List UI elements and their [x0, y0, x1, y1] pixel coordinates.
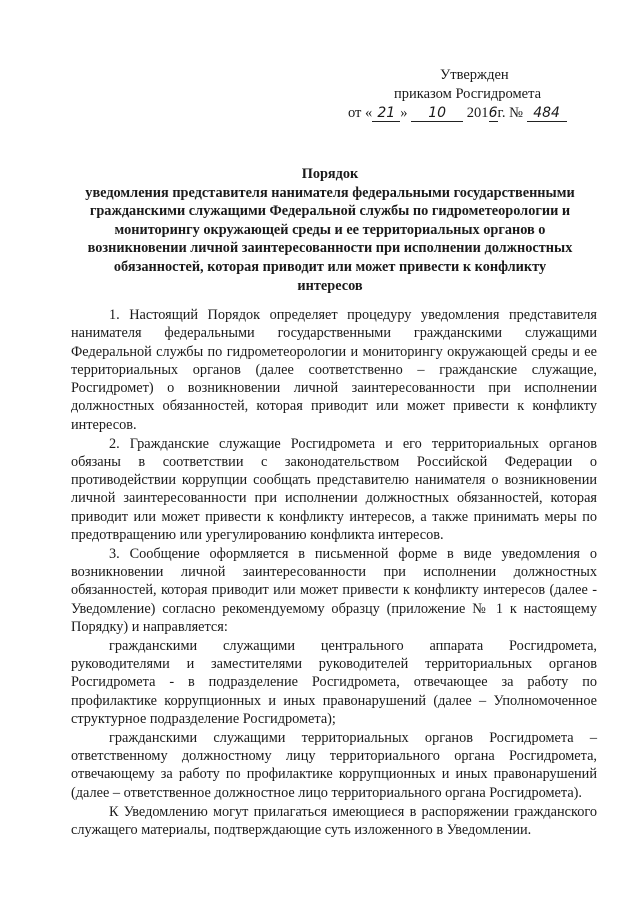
approval-date-prefix: от «: [348, 105, 373, 121]
approval-date-mid: »: [400, 105, 408, 121]
approval-after-year: г. №: [497, 105, 523, 121]
paragraph-attachments: К Уведомлению могут прилагаться имеющиеся в распоряжении гражданского служащего материалы, подтверждающие суть изложенного в Уведомлении.: [71, 803, 597, 838]
approval-approved-label: Утвержден: [440, 67, 509, 83]
document-body: [71, 306, 597, 839]
approval-year-last-digit: 6: [488, 105, 498, 121]
title-line: гражданскими служащими Федеральной службы по гидрометеорологии и: [89, 203, 571, 220]
title-line: интересов: [297, 277, 363, 294]
paragraph-2: 2. Гражданские служащие Росгидромета и его территориальных органов обязаны в соответствии с законодательством Российской Федерации о противодействии коррупции сообщать представителю нанимателя о возникновении личной заинтересованности при исполнении должностных обязанностей, которая приводит или может привести к конфликту интересов, а также принимать меры по предотвращению или урегулированию конфликта интересов.: [71, 435, 597, 544]
approval-number: 484: [527, 106, 567, 122]
paragraph-territorial-bodies: гражданскими служащими территориальных органов Росгидромета – ответственному должностному лицу территориального органа Росгидромета, отвечающему за работу по профилактике коррупционных и иных правонарушений (далее – ответственное должностное лицо территориального органа Росгидромета).: [71, 729, 597, 801]
title-heading: Порядок: [301, 166, 359, 182]
approval-block: [330, 66, 590, 123]
title-line: возникновении личной заинтересованности при исполнении должностных: [87, 240, 573, 257]
paragraph-3: 3. Сообщение оформляется в письменной форме в виде уведомления о возникновении личной заинтересованности при исполнении должностных обязанностей, которая приводит или может привести к конфликту интересов (далее - Уведомление) согласно рекомендуемому образцу (приложение № 1 к настоящему Порядку) и направляется:: [71, 545, 597, 636]
paragraph-1: 1. Настоящий Порядок определяет процедуру уведомления представителя нанимателя федеральными государственными гражданскими служащими Федеральной службы по гидрометеорологии и мониторингу окружающей среды и ее территориальных органов (далее соответственно – гражданские служащие, Росгидромет) о возникновении личной заинтересованности при исполнении должностных обязанностей, которая приводит или может привести к конфликту интересов.: [71, 307, 597, 433]
title-line: мониторингу окружающей среды и ее территориальных органов о: [114, 221, 546, 238]
approval-day: 21: [372, 106, 400, 122]
approval-date-line: [330, 104, 590, 123]
approval-order-label: приказом Росгидромета: [394, 86, 542, 102]
paragraph-central-apparatus: гражданскими служащими центрального аппарата Росгидромета, руководителями и заместителями руководителей территориальных органов Росгидромета - в подразделение Росгидромета, отвечающее за работу по профилактике коррупционных и иных правонарушений (далее – Уполномоченное структурное подразделение Росгидромета);: [71, 637, 597, 728]
approval-year-text: 201: [466, 105, 489, 121]
approval-month: 10: [411, 106, 463, 122]
document-title: [60, 165, 600, 295]
title-line: обязанностей, которая приводит или может привести к конфликту: [113, 258, 547, 275]
title-line: уведомления представителя нанимателя федеральными государственными: [85, 184, 575, 201]
